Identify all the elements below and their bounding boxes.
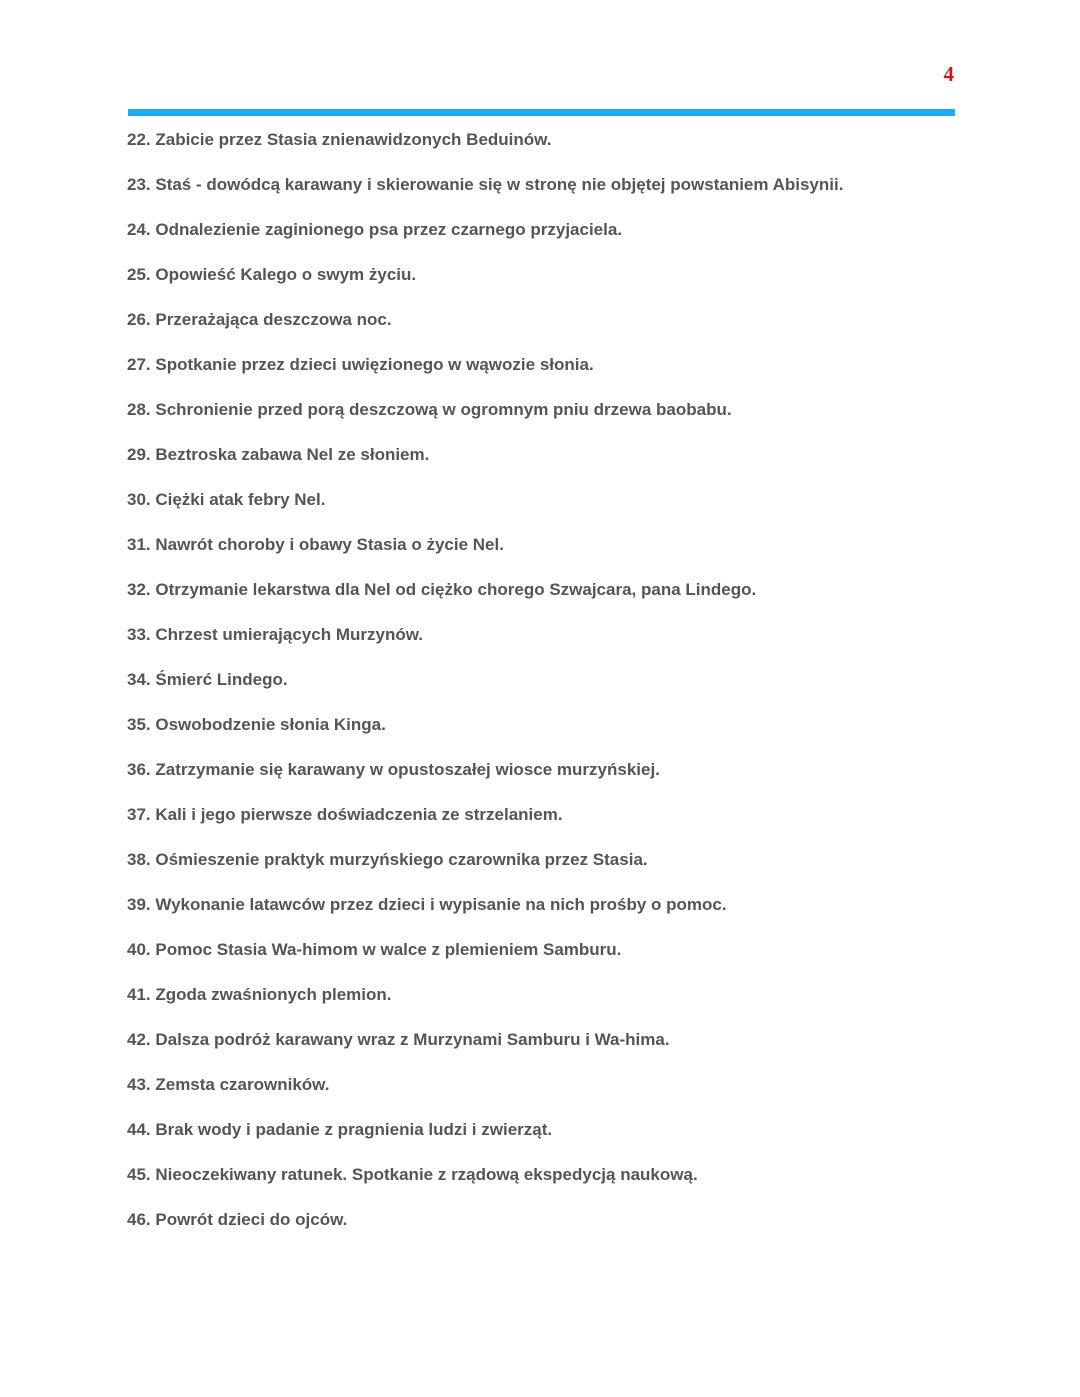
list-item: 33. Chrzest umierających Murzynów. [127,625,424,644]
plot-outline-list [127,128,843,1253]
list-item: 45. Nieoczekiwany ratunek. Spotkanie z rządową ekspedycją naukową. [127,1165,698,1184]
list-item: 24. Odnalezienie zaginionego psa przez czarnego przyjaciela. [127,220,623,239]
header-rule [128,109,955,116]
list-item: 41. Zgoda zwaśnionych plemion. [127,985,392,1004]
page-number: 4 [943,62,954,86]
list-item: 27. Spotkanie przez dzieci uwięzionego w wąwozie słonia. [127,355,594,374]
list-item: 44. Brak wody i padanie z pragnienia ludzi i zwierząt. [127,1120,553,1139]
list-item: 28. Schronienie przed porą deszczową w ogromnym pniu drzewa baobabu. [127,400,732,419]
list-item: 37. Kali i jego pierwsze doświadczenia ze strzelaniem. [127,805,563,824]
list-item: 25. Opowieść Kalego o swym życiu. [127,265,417,284]
list-item: 29. Beztroska zabawa Nel ze słoniem. [127,445,430,464]
list-item: 35. Oswobodzenie słonia Kinga. [127,715,386,734]
list-item: 30. Ciężki atak febry Nel. [127,490,326,509]
list-item: 38. Ośmieszenie praktyk murzyńskiego czarownika przez Stasia. [127,850,648,869]
list-item: 34. Śmierć Lindego. [127,670,288,689]
list-item: 26. Przerażająca deszczowa noc. [127,310,392,329]
list-item: 40. Pomoc Stasia Wa-himom w walce z plemieniem Samburu. [127,940,622,959]
list-item: 39. Wykonanie latawców przez dzieci i wypisanie na nich prośby o pomoc. [127,895,727,914]
list-item: 42. Dalsza podróż karawany wraz z Murzynami Samburu i Wa-hima. [127,1030,670,1049]
list-item: 36. Zatrzymanie się karawany w opustoszałej wiosce murzyńskiej. [127,760,660,779]
list-item: 22. Zabicie przez Stasia znienawidzonych Beduinów. [127,130,552,149]
list-item: 23. Staś - dowódcą karawany i skierowanie się w stronę nie objętej powstaniem Abisynii. [127,175,844,194]
list-item: 43. Zemsta czarowników. [127,1075,330,1094]
list-item: 32. Otrzymanie lekarstwa dla Nel od ciężko chorego Szwajcara, pana Lindego. [127,580,757,599]
list-item: 46. Powrót dzieci do ojców. [127,1210,348,1229]
list-item: 31. Nawrót choroby i obawy Stasia o życie Nel. [127,535,504,554]
